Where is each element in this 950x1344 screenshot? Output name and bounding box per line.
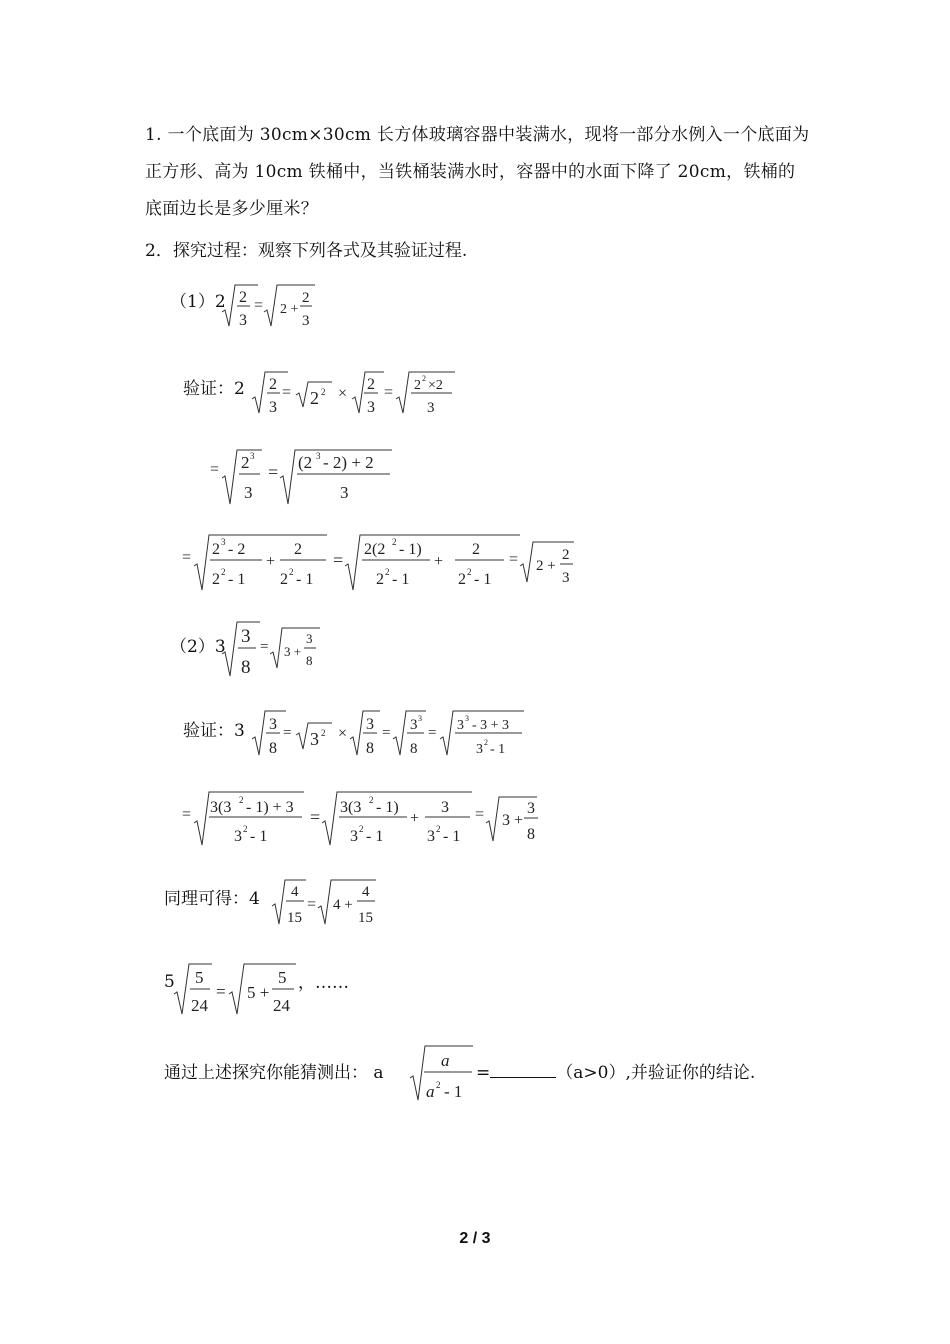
svg-text:×2: ×2 [428, 378, 443, 393]
svg-text:3: 3 [244, 483, 253, 502]
svg-text:2: 2 [385, 567, 390, 577]
svg-text:3: 3 [234, 828, 242, 845]
svg-text:2: 2 [310, 388, 319, 408]
svg-text:2: 2 [367, 376, 375, 393]
svg-text:2: 2 [269, 376, 277, 393]
svg-text:8: 8 [366, 740, 374, 757]
svg-text:2: 2 [467, 567, 472, 577]
svg-text:3 +: 3 + [502, 812, 524, 829]
svg-text:3: 3 [562, 570, 570, 586]
svg-text:2: 2 [422, 374, 426, 383]
svg-text:3: 3 [527, 800, 535, 817]
svg-text:=: = [260, 639, 269, 655]
svg-text:5 +: 5 + [247, 983, 270, 1002]
similar-label: 同理可得：4 [164, 889, 260, 909]
svg-text:2: 2 [289, 567, 294, 577]
verify-2-equation [250, 705, 530, 769]
svg-text:2: 2 [302, 290, 310, 306]
svg-text:(2: (2 [298, 453, 313, 472]
conclusion-prefix: 通过上述探究你能猜测出： a [164, 1063, 384, 1083]
svg-text:3: 3 [441, 799, 449, 816]
svg-text:8: 8 [241, 657, 251, 678]
svg-text:3: 3 [269, 716, 277, 733]
svg-text:=: = [182, 806, 192, 823]
svg-text:2: 2 [239, 289, 247, 306]
conclusion-equals: = [476, 1063, 491, 1083]
answer-blank[interactable] [490, 1061, 556, 1078]
svg-text:2: 2 [458, 571, 466, 588]
verify-1-label: 验证：2 [183, 379, 245, 399]
svg-text:2 +: 2 + [536, 558, 556, 574]
svg-text:- 1: - 1 [366, 828, 384, 845]
svg-text:=: = [283, 725, 292, 741]
svg-text:=: = [333, 550, 344, 570]
part-1-label: （1）2 [170, 292, 226, 312]
svg-text:3(3: 3(3 [340, 799, 362, 816]
svg-text:2: 2 [414, 378, 421, 393]
svg-text:=: = [268, 462, 279, 482]
svg-text:8: 8 [527, 826, 535, 843]
svg-text:2: 2 [472, 541, 480, 558]
svg-text:3: 3 [418, 714, 422, 723]
svg-text:4: 4 [362, 884, 370, 900]
svg-text:a: a [441, 1051, 450, 1070]
svg-text:3: 3 [457, 718, 464, 733]
conclusion-answer-line [476, 1058, 755, 1083]
svg-text:- 1: - 1 [444, 1082, 463, 1101]
svg-text:3: 3 [250, 451, 255, 461]
part-2-equation [220, 618, 330, 684]
svg-text:- 1: - 1 [490, 742, 506, 757]
similar-equation-5 [172, 960, 302, 1024]
svg-text:2: 2 [359, 824, 364, 834]
svg-text:2: 2 [243, 824, 248, 834]
svg-text:3: 3 [476, 742, 483, 757]
svg-text:3: 3 [221, 537, 226, 547]
svg-text:3: 3 [306, 631, 313, 646]
svg-text:2: 2 [376, 571, 384, 588]
svg-text:3: 3 [310, 729, 319, 749]
svg-text:=: = [216, 982, 226, 1001]
svg-text:2(2: 2(2 [364, 541, 386, 558]
svg-text:=: = [428, 725, 437, 741]
svg-text:8: 8 [269, 740, 277, 757]
svg-text:2 +: 2 + [280, 302, 299, 317]
svg-text:3: 3 [427, 400, 435, 416]
ellipsis: ，…… [298, 973, 349, 993]
svg-text:=: = [384, 384, 394, 401]
svg-text:=: = [310, 807, 321, 827]
svg-text:=: = [282, 384, 292, 401]
svg-text:4: 4 [291, 884, 299, 900]
svg-text:3: 3 [367, 399, 375, 416]
svg-text:3(3: 3(3 [210, 799, 232, 816]
svg-text:8: 8 [410, 741, 418, 757]
svg-text:3: 3 [302, 313, 310, 329]
verify-1-equation [250, 365, 470, 429]
svg-text:2: 2 [321, 387, 326, 397]
svg-text:3: 3 [241, 626, 251, 647]
svg-text:=: = [182, 549, 192, 566]
svg-text:=: = [307, 896, 317, 913]
conclusion-suffix: （a>0）,并验证你的结论. [556, 1063, 756, 1083]
svg-text:- 1: - 1 [296, 571, 314, 588]
svg-text:3: 3 [316, 451, 321, 461]
similar-equation-4 [270, 876, 390, 938]
svg-text:- 1: - 1 [474, 571, 492, 588]
svg-text:2: 2 [321, 728, 326, 738]
svg-text:2: 2 [484, 738, 488, 747]
svg-text:×: × [338, 725, 348, 742]
svg-text:- 1: - 1 [250, 828, 268, 845]
svg-text:+: + [434, 553, 444, 570]
svg-text:2: 2 [294, 541, 302, 558]
svg-text:=: = [382, 725, 391, 741]
svg-text:- 3 + 3: - 3 + 3 [472, 718, 510, 733]
svg-text:2: 2 [436, 1080, 441, 1090]
svg-text:2: 2 [392, 537, 397, 547]
verify-1-step-3 [182, 530, 582, 599]
part-2-label: （2）3 [170, 637, 226, 657]
problem-2-heading: 2．探究过程：观察下列各式及其验证过程. [145, 241, 468, 261]
verify-2-step-2 [182, 789, 552, 853]
svg-text:5: 5 [195, 968, 204, 987]
svg-text:- 1) + 3: - 1) + 3 [246, 799, 294, 816]
conclusion-expression [408, 1042, 478, 1108]
svg-text:a: a [426, 1082, 435, 1101]
svg-text:4 +: 4 + [333, 897, 353, 913]
svg-text:2: 2 [280, 571, 288, 588]
problem-1-text: 1. 一个底面为 30cm×30cm 长方体玻璃容器中装满水，现将一部分水例入一个底面为正方形、高为 10cm 铁桶中，当铁桶装满水时，容器中的水面下降了 20cm，铁桶的底面边长是多少厘米？ [145, 125, 810, 219]
svg-text:- 1: - 1 [443, 828, 461, 845]
verify-1-step-2 [210, 446, 400, 512]
svg-text:- 1): - 1) [376, 799, 399, 816]
svg-text:3 +: 3 + [284, 644, 302, 659]
svg-text:=: = [210, 461, 220, 478]
svg-text:24: 24 [273, 996, 290, 1015]
svg-text:- 1): - 1) [399, 541, 422, 558]
svg-text:=: = [475, 806, 485, 823]
svg-text:3: 3 [269, 399, 277, 416]
svg-text:3: 3 [427, 828, 435, 845]
svg-text:2: 2 [212, 571, 220, 588]
verify-2-label: 验证：3 [183, 721, 245, 741]
svg-text:2: 2 [212, 541, 220, 558]
svg-text:3: 3 [340, 483, 349, 502]
svg-text:3: 3 [239, 312, 247, 329]
svg-text:×: × [338, 385, 348, 402]
svg-text:- 2: - 2 [228, 541, 246, 558]
svg-text:3: 3 [350, 828, 358, 845]
svg-text:15: 15 [358, 910, 373, 926]
svg-text:3: 3 [366, 716, 374, 733]
svg-text:=: = [509, 551, 519, 568]
svg-text:2: 2 [221, 567, 226, 577]
svg-text:3: 3 [410, 717, 418, 733]
page-number: 2 / 3 [459, 1230, 491, 1247]
svg-text:=: = [254, 297, 264, 314]
svg-text:24: 24 [191, 996, 208, 1015]
svg-text:- 1: - 1 [392, 571, 410, 588]
svg-text:+: + [410, 810, 420, 827]
svg-text:2: 2 [241, 453, 250, 472]
svg-text:2: 2 [239, 795, 244, 805]
five-label: 5 [164, 972, 175, 992]
svg-text:2: 2 [369, 795, 374, 805]
svg-text:8: 8 [306, 653, 313, 668]
svg-text:3: 3 [465, 714, 469, 723]
svg-text:2: 2 [436, 824, 441, 834]
svg-text:5: 5 [278, 968, 287, 987]
svg-text:+: + [266, 553, 276, 570]
svg-text:15: 15 [287, 910, 302, 926]
svg-text:2: 2 [562, 547, 570, 563]
svg-text:- 2) + 2: - 2) + 2 [323, 453, 374, 472]
svg-text:- 1: - 1 [228, 571, 246, 588]
part-1-equation [220, 280, 330, 344]
